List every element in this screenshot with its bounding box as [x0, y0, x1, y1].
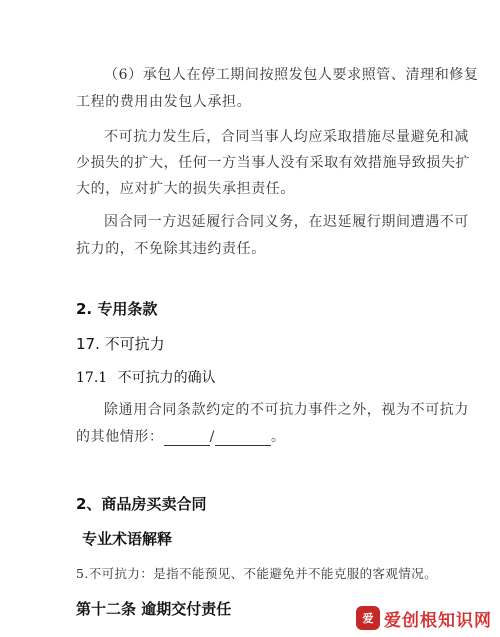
- paragraph-2-line-2: 少损失的扩大，任何一方当事人没有采取有效措施导致损失扩: [76, 155, 471, 171]
- blank-slash: /: [209, 429, 215, 445]
- subsection-heading-force-majeure: 17. 不可抗力: [76, 335, 165, 353]
- section-heading-special-terms: 2. 专用条款: [76, 300, 158, 318]
- subsubsection-title: 不可抗力的确认: [117, 370, 216, 386]
- term-explanation-heading: 专业术语解释: [82, 530, 173, 548]
- paragraph-1-line-2: 工程的费用由发包人承担。: [76, 94, 252, 110]
- sentence-end-mark: 。: [270, 429, 286, 445]
- subsubsection-number: 17.1: [76, 370, 108, 386]
- site-watermark: [356, 605, 492, 631]
- blank-line-right: [215, 431, 271, 446]
- blank-line-left: [164, 431, 210, 446]
- subsubsection-heading: [76, 367, 216, 387]
- watermark-logo-icon: 爱: [356, 606, 380, 630]
- section-heading-housing-contract: 2、商品房买卖合同: [76, 495, 207, 513]
- article-12-heading: 第十二条 逾期交付责任: [76, 600, 232, 618]
- paragraph-3-line-2: 抗力的，不免除其违约责任。: [76, 241, 266, 257]
- term-definition-force-majeure: 5.不可抗力：是指不能预见、不能避免并不能克服的客观情况。: [76, 566, 438, 581]
- paragraph-3-line-1: 因合同一方迟延履行合同义务，在迟延履行期间遭遇不可: [104, 214, 469, 230]
- paragraph-1-line-1: （6）承包人在停工期间按照发包人要求照管、清理和修复: [104, 67, 479, 83]
- other-circumstances-label: 的其他情形：: [76, 429, 164, 445]
- paragraph-2-line-1: 不可抗力发生后，合同当事人均应采取措施尽量避免和减: [104, 129, 469, 145]
- paragraph-2-line-3: 大的，应对扩大的损失承担责任。: [76, 181, 295, 197]
- section2-body-line-2: [76, 428, 286, 446]
- section2-body-line-1: 除通用合同条款约定的不可抗力事件之外，视为不可抗力: [104, 402, 469, 418]
- watermark-text: 爱创根知识网: [384, 610, 492, 631]
